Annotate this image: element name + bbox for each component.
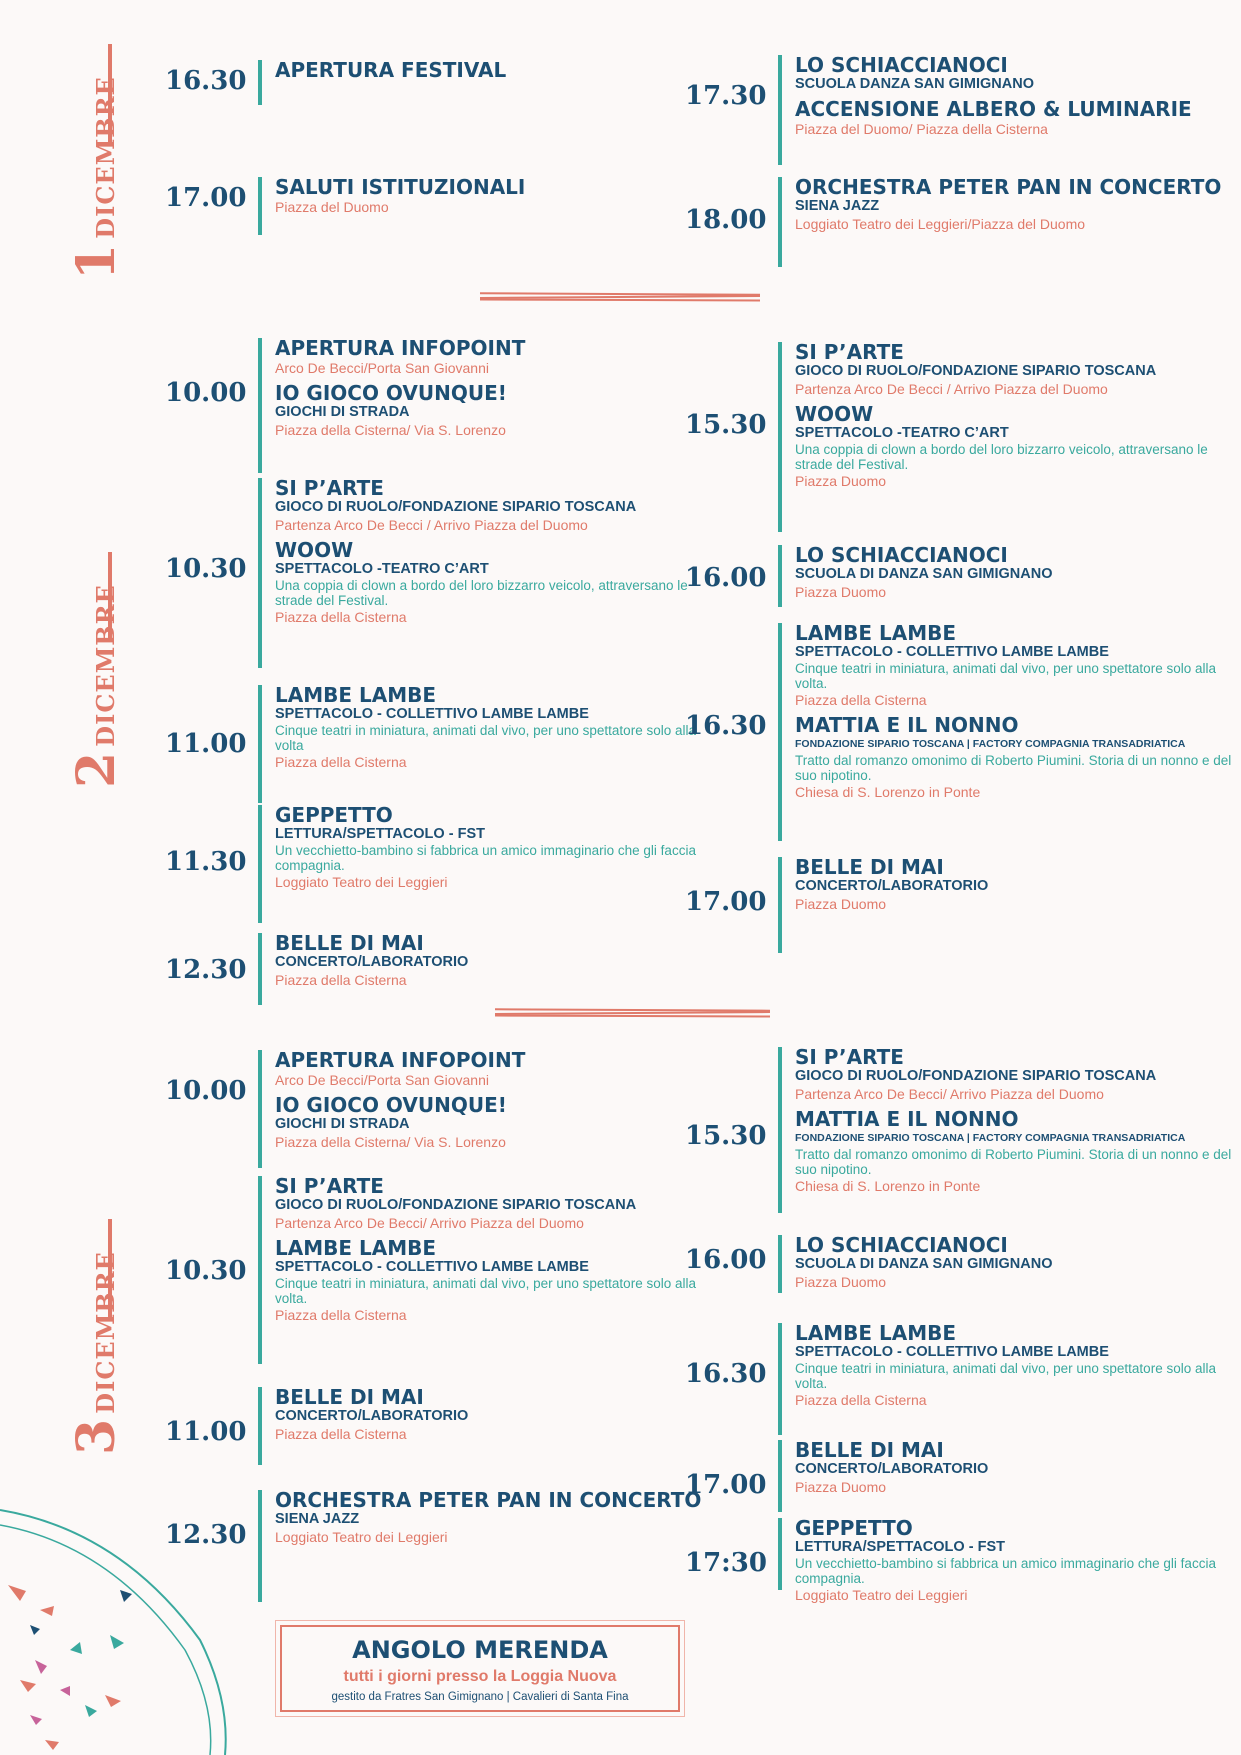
event-bar [258,177,262,235]
event-subtitle: GIOCHI DI STRADA [275,404,410,420]
event-time: 17.00 [685,887,767,917]
event-content [795,1047,1235,1195]
event-time: 16.00 [685,1245,767,1275]
event-title: APERTURA INFOPOINT [275,1048,526,1072]
event-subtitle: GIOCO DI RUOLO/FONDAZIONE SIPARIO TOSCANA [795,363,1157,379]
event-bar [258,60,262,105]
event-title: WOOW [275,538,354,562]
event-subtitle: GIOCO DI RUOLO/FONDAZIONE SIPARIO TOSCANA [795,1068,1157,1084]
event-description: Tratto dal romanzo omonimo di Roberto Piumini. Storia di un nonno e del suo nipotino. [795,1147,1232,1177]
event-bar [778,1323,782,1435]
event-content [795,623,1235,801]
section-divider [495,1008,770,1018]
event-title: LO SCHIACCIANOCI [795,1233,1008,1257]
event-place: Piazza della Cisterna [275,754,407,770]
event-bar [258,478,262,668]
event-title: BELLE DI MAI [275,931,424,955]
event-place: Piazza della Cisterna/ Via S. Lorenzo [275,1134,506,1150]
event-time: 10.00 [165,378,247,408]
event-title: MATTIA E IL NONNO [795,713,1019,737]
event-subtitle: FONDAZIONE SIPARIO TOSCANA | FACTORY COMPAGNIA TRANSADRIATICA [795,1132,1186,1144]
event-subtitle: SPETTACOLO - COLLETTIVO LAMBE LAMBE [795,644,1109,660]
event-time: 11.00 [165,1417,247,1447]
event-content [275,60,715,81]
event-subtitle: GIOCO DI RUOLO/FONDAZIONE SIPARIO TOSCANA [275,1197,637,1213]
event-title: LAMBE LAMBE [275,1236,437,1260]
event-content [275,1050,715,1151]
event-place: Partenza Arco De Becci / Arrivo Piazza del Duomo [795,381,1108,397]
event-place: Piazza della Cisterna [275,972,407,988]
event-bar [778,623,782,841]
event-subtitle: LETTURA/SPETTACOLO - FST [795,1539,1005,1555]
event-content [795,1323,1235,1409]
angolo-merenda-box [280,1625,680,1712]
event-content [795,1518,1235,1604]
event-bar [778,177,782,267]
merenda-managed: gestito da Fratres San Gimignano | Cavalieri di Santa Fina [331,1691,629,1703]
event-place: Piazza del Duomo/ Piazza della Cisterna [795,121,1048,137]
event-place: Piazza Duomo [795,584,887,600]
event-description: Cinque teatri in miniatura, animati dal vivo, per uno spettatore solo alla volta. [275,1276,696,1306]
event-time: 16.30 [685,711,767,741]
event-description: Tratto dal romanzo omonimo di Roberto Piumini. Storia di un nonno e del suo nipotino. [795,753,1232,783]
event-place: Piazza Duomo [795,1479,887,1495]
event-title: SI P’ARTE [795,1045,904,1069]
event-content [275,933,715,989]
event-subtitle: SCUOLA DI DANZA SAN GIMIGNANO [795,1256,1053,1272]
event-place: Piazza della Cisterna [795,692,927,708]
event-title: BELLE DI MAI [275,1385,424,1409]
event-content [795,1440,1235,1496]
event-subtitle: CONCERTO/LABORATORIO [275,954,469,970]
section-divider [480,292,760,302]
event-place: Loggiato Teatro dei Leggieri/Piazza del Duomo [795,216,1086,232]
event-content [795,545,1235,601]
event-time: 17.00 [685,1470,767,1500]
event-place: Loggiato Teatro dei Leggieri [275,1529,448,1545]
event-subtitle: SIENA JAZZ [795,198,880,214]
day-number: 3 [66,1418,127,1455]
event-title: APERTURA FESTIVAL [275,58,507,82]
event-place: Loggiato Teatro dei Leggieri [795,1587,968,1603]
event-place: Loggiato Teatro dei Leggieri [275,874,448,890]
event-bar [778,1235,782,1293]
event-content [795,1235,1235,1291]
event-description: Un vecchietto-bambino si fabbrica un amico immaginario che gli faccia compagnia. [275,843,696,873]
day-month: DICEMBRE [91,584,120,747]
event-content [275,1176,715,1324]
event-time: 16.00 [685,563,767,593]
event-content [795,55,1235,138]
event-time: 10.30 [165,1256,247,1286]
event-title: IO GIOCO OVUNQUE! [275,381,507,405]
event-content [275,805,715,891]
event-place: Piazza Duomo [795,896,887,912]
event-title: BELLE DI MAI [795,855,944,879]
event-place: Partenza Arco De Becci/ Arrivo Piazza del Duomo [795,1086,1104,1102]
event-subtitle: GIOCO DI RUOLO/FONDAZIONE SIPARIO TOSCANA [275,499,637,515]
merenda-title: ANGOLO MERENDA [352,1636,608,1664]
event-place: Partenza Arco De Becci/ Arrivo Piazza del Duomo [275,1215,584,1231]
event-title: ORCHESTRA PETER PAN IN CONCERTO [795,175,1222,199]
event-subtitle: GIOCHI DI STRADA [275,1116,410,1132]
event-title: SI P’ARTE [795,340,904,364]
event-place: Partenza Arco De Becci / Arrivo Piazza del Duomo [275,517,588,533]
event-time: 11.00 [165,729,247,759]
event-subtitle: SCUOLA DI DANZA SAN GIMIGNANO [795,566,1053,582]
event-description: Una coppia di clown a bordo del loro bizzarro veicolo, attraversano le strade del Festival. [795,442,1208,472]
event-title: LAMBE LAMBE [795,621,957,645]
event-time: 17.30 [685,81,767,111]
event-title: BELLE DI MAI [795,1438,944,1462]
event-bar [258,1490,262,1602]
event-bar [778,857,782,953]
day-label-2 [36,548,127,788]
event-subtitle: SPETTACOLO -TEATRO C’ART [795,425,1009,441]
event-bar [258,338,262,473]
event-bar [778,545,782,607]
event-subtitle: CONCERTO/LABORATORIO [795,878,989,894]
day-month: DICEMBRE [91,1251,120,1414]
event-time: 10.30 [165,554,247,584]
event-description: Cinque teatri in miniatura, animati dal vivo, per uno spettatore solo alla volta. [795,1361,1216,1391]
event-place: Piazza della Cisterna [275,1426,407,1442]
event-subtitle: SIENA JAZZ [275,1511,360,1527]
event-bar [258,1050,262,1168]
event-bar [258,685,262,803]
event-time: 16.30 [165,66,247,96]
event-title: IO GIOCO OVUNQUE! [275,1093,507,1117]
event-bar [778,1518,782,1590]
event-title: LO SCHIACCIANOCI [795,543,1008,567]
birds-decoration-icon [0,1490,240,1755]
event-time: 10.00 [165,1076,247,1106]
event-title: LO SCHIACCIANOCI [795,53,1008,77]
event-content [275,338,715,439]
event-place: Piazza della Cisterna [795,1392,927,1408]
day-label-1 [36,40,127,280]
event-title: APERTURA INFOPOINT [275,336,526,360]
event-description: Cinque teatri in miniatura, animati dal vivo, per uno spettatore solo alla volta. [795,661,1216,691]
event-bar [258,1176,262,1364]
event-title: LAMBE LAMBE [275,683,437,707]
event-subtitle: SPETTACOLO -TEATRO C’ART [275,561,489,577]
event-bar [778,55,782,165]
event-place: Piazza della Cisterna [275,609,407,625]
event-time: 11.30 [165,847,247,877]
event-subtitle: CONCERTO/LABORATORIO [275,1408,469,1424]
event-content [275,177,715,216]
event-content [275,478,715,626]
event-content [795,177,1235,233]
event-bar [258,933,262,1005]
event-title: SALUTI ISTITUZIONALI [275,175,526,199]
event-time: 16.30 [685,1359,767,1389]
event-subtitle: SPETTACOLO - COLLETTIVO LAMBE LAMBE [275,1259,589,1275]
event-title: ACCENSIONE ALBERO & LUMINARIE [795,97,1192,121]
event-content [795,857,1235,913]
event-title: GEPPETTO [795,1516,913,1540]
day-label-3 [36,1215,127,1455]
event-title: LAMBE LAMBE [795,1321,957,1345]
event-title: MATTIA E IL NONNO [795,1107,1019,1131]
event-subtitle: FONDAZIONE SIPARIO TOSCANA | FACTORY COMPAGNIA TRANSADRIATICA [795,738,1186,750]
event-time: 17:30 [685,1548,767,1578]
event-place: Chiesa di S. Lorenzo in Ponte [795,784,981,800]
event-time: 17.00 [165,183,247,213]
day-number: 2 [66,751,127,788]
event-place: Arco De Becci/Porta San Giovanni [275,360,489,376]
event-time: 12.30 [165,1520,247,1550]
event-subtitle: SPETTACOLO - COLLETTIVO LAMBE LAMBE [795,1344,1109,1360]
event-title: SI P’ARTE [275,476,384,500]
event-place: Piazza del Duomo [275,199,389,215]
event-title: WOOW [795,402,874,426]
event-content [275,1387,715,1443]
event-place: Piazza Duomo [795,473,887,489]
event-time: 15.30 [685,410,767,440]
event-content [275,685,715,771]
event-place: Piazza della Cisterna/ Via S. Lorenzo [275,422,506,438]
event-content [275,1490,715,1546]
event-time: 12.30 [165,955,247,985]
event-subtitle: SPETTACOLO - COLLETTIVO LAMBE LAMBE [275,706,589,722]
event-subtitle: CONCERTO/LABORATORIO [795,1461,989,1477]
event-description: Un vecchietto-bambino si fabbrica un amico immaginario che gli faccia compagnia. [795,1556,1216,1586]
event-bar [778,1047,782,1213]
event-time: 15.30 [685,1121,767,1151]
event-place: Piazza Duomo [795,1274,887,1290]
event-place: Piazza della Cisterna [275,1307,407,1323]
event-place: Arco De Becci/Porta San Giovanni [275,1072,489,1088]
event-place: Chiesa di S. Lorenzo in Ponte [795,1178,981,1194]
event-title: GEPPETTO [275,803,393,827]
event-description: Cinque teatri in miniatura, animati dal vivo, per uno spettatore solo alla volta [275,723,696,753]
event-bar [778,342,782,532]
event-title: SI P’ARTE [275,1174,384,1198]
day-number: 1 [66,243,127,280]
event-content [795,342,1235,490]
merenda-subtitle: tutti i giorni presso la Loggia Nuova [343,1668,617,1685]
event-bar [258,1387,262,1465]
event-bar [778,1440,782,1512]
event-time: 18.00 [685,205,767,235]
event-bar [258,805,262,923]
day-month: DICEMBRE [91,76,120,239]
event-description: Una coppia di clown a bordo del loro bizzarro veicolo, attraversano le strade del Festival. [275,578,688,608]
event-subtitle: SCUOLA DANZA SAN GIMIGNANO [795,76,1034,92]
event-title: ORCHESTRA PETER PAN IN CONCERTO [275,1488,702,1512]
event-subtitle: LETTURA/SPETTACOLO - FST [275,826,485,842]
